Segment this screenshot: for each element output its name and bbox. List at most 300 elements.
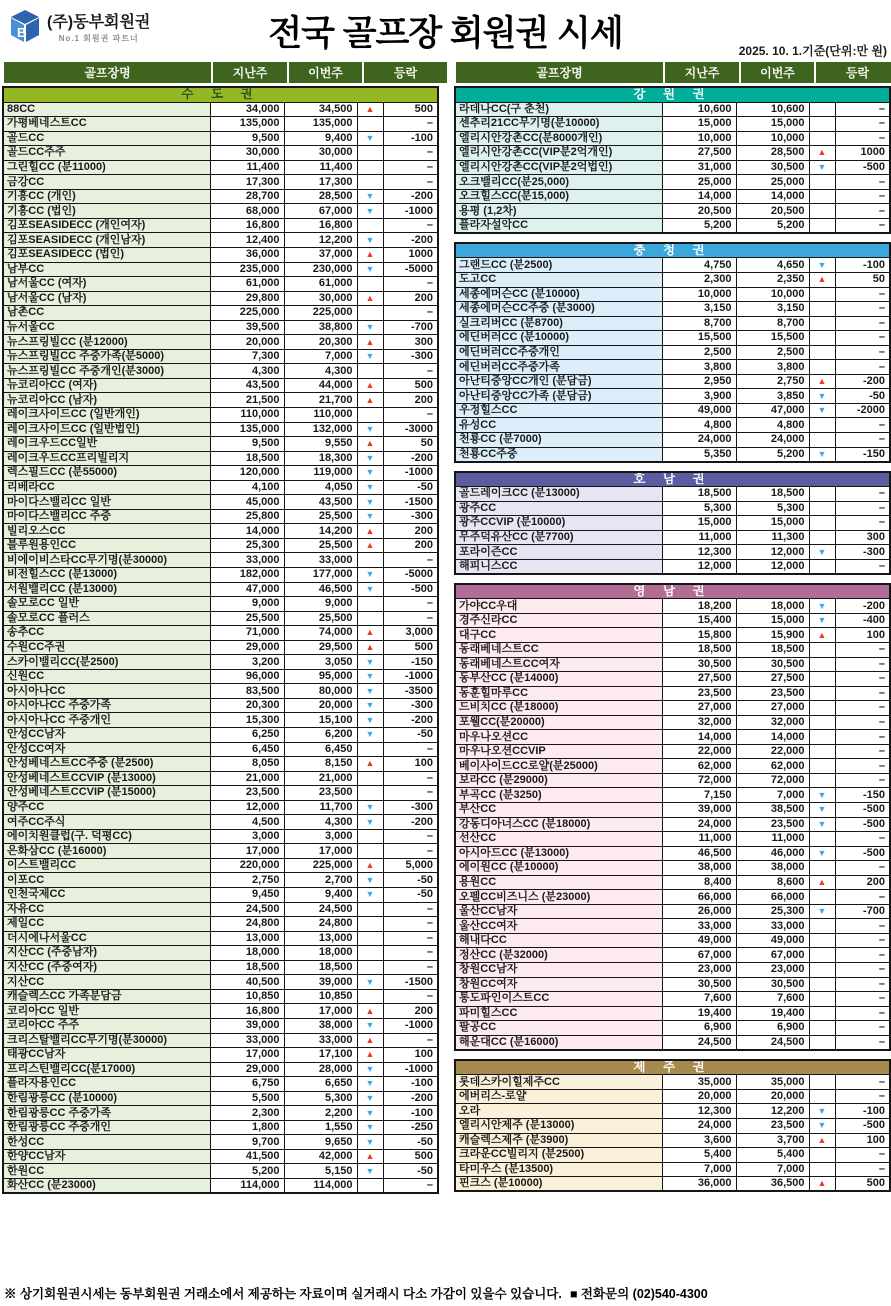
course-name-cell: 레이크우드CC일반 bbox=[3, 437, 210, 452]
change-direction-icon: ▲ bbox=[357, 858, 383, 873]
table-row bbox=[3, 742, 438, 757]
last-week-price-cell: 24,800 bbox=[210, 917, 284, 932]
table-row bbox=[455, 803, 890, 818]
last-week-price-cell: 11,400 bbox=[210, 160, 284, 175]
course-name-cell: 뉴스프링빌CC 주중가족(분5000) bbox=[3, 349, 210, 364]
this-week-price-cell: 23,500 bbox=[284, 786, 357, 801]
change-direction-icon: ▼ bbox=[809, 258, 835, 273]
course-name-cell: 에이치원클럽(구. 덕평CC) bbox=[3, 829, 210, 844]
this-week-price-cell: 30,000 bbox=[284, 146, 357, 161]
section-table-yeongnam bbox=[454, 583, 891, 1051]
table-row bbox=[455, 759, 890, 774]
course-name-cell: 더시에나서울CC bbox=[3, 931, 210, 946]
last-week-price-cell: 23,000 bbox=[662, 963, 736, 978]
table-row bbox=[3, 640, 438, 655]
last-week-price-cell: 10,600 bbox=[662, 102, 736, 117]
last-week-price-cell: 27,500 bbox=[662, 146, 736, 161]
last-week-price-cell: 7,000 bbox=[662, 1162, 736, 1177]
table-row bbox=[3, 1033, 438, 1048]
this-week-price-cell: 21,000 bbox=[284, 771, 357, 786]
table-row bbox=[3, 393, 438, 408]
table-row bbox=[3, 917, 438, 932]
course-name-cell: 엘리시안강촌CC(VIP분2억법인) bbox=[455, 160, 662, 175]
course-name-cell: 에딘버러CC주중개인 bbox=[455, 345, 662, 360]
course-name-cell: 타미우스 (분13500) bbox=[455, 1162, 662, 1177]
last-week-price-cell: 26,000 bbox=[662, 904, 736, 919]
course-name-cell: 안성CC남자 bbox=[3, 728, 210, 743]
change-direction-icon: ▼ bbox=[357, 1106, 383, 1121]
this-week-price-cell: 30,500 bbox=[736, 657, 809, 672]
last-week-price-cell: 46,500 bbox=[662, 846, 736, 861]
change-direction-cell bbox=[357, 844, 383, 859]
change-amount-cell: – bbox=[835, 759, 890, 774]
change-amount-cell: -200 bbox=[835, 374, 890, 389]
change-direction-icon: ▼ bbox=[357, 495, 383, 510]
table-row bbox=[3, 597, 438, 612]
course-name-cell: 동래베네스트CC bbox=[455, 643, 662, 658]
last-week-price-cell: 33,000 bbox=[662, 919, 736, 934]
last-week-price-cell: 9,000 bbox=[210, 597, 284, 612]
course-name-cell: 에이원CC (분10000) bbox=[455, 861, 662, 876]
this-week-price-cell: 20,000 bbox=[284, 698, 357, 713]
this-week-price-cell: 2,700 bbox=[284, 873, 357, 888]
last-week-price-cell: 120,000 bbox=[210, 466, 284, 481]
this-week-price-cell: 47,000 bbox=[736, 403, 809, 418]
this-week-price-cell: 12,000 bbox=[736, 559, 809, 574]
change-direction-icon: ▼ bbox=[357, 131, 383, 146]
table-row bbox=[455, 948, 890, 963]
table-row bbox=[455, 389, 890, 404]
table-row bbox=[455, 117, 890, 132]
change-direction-icon: ▲ bbox=[809, 1177, 835, 1192]
this-week-price-cell: 44,000 bbox=[284, 378, 357, 393]
course-name-cell: 크라운CC빌리지 (분2500) bbox=[455, 1148, 662, 1163]
table-row bbox=[455, 744, 890, 759]
table-row bbox=[3, 1018, 438, 1033]
change-amount-cell: – bbox=[835, 672, 890, 687]
last-week-price-cell: 36,000 bbox=[662, 1177, 736, 1192]
change-amount-cell: -5000 bbox=[383, 568, 438, 583]
last-week-price-cell: 21,000 bbox=[210, 771, 284, 786]
change-direction-icon: ▲ bbox=[809, 628, 835, 643]
table-row bbox=[455, 345, 890, 360]
change-amount-cell: -200 bbox=[383, 451, 438, 466]
course-name-cell: 이포CC bbox=[3, 873, 210, 888]
column-header-lastweek: 지난주 bbox=[213, 62, 287, 83]
table-row bbox=[3, 1077, 438, 1092]
last-week-price-cell: 10,000 bbox=[662, 131, 736, 146]
course-name-cell: 기흥CC (법인) bbox=[3, 204, 210, 219]
table-row bbox=[3, 509, 438, 524]
last-week-price-cell: 15,500 bbox=[662, 331, 736, 346]
table-row bbox=[3, 1164, 438, 1179]
company-name: (주)동부회원권 bbox=[47, 14, 151, 31]
last-week-price-cell: 83,500 bbox=[210, 684, 284, 699]
this-week-price-cell: 62,000 bbox=[736, 759, 809, 774]
course-name-cell: 용평 (1,2차) bbox=[455, 204, 662, 219]
change-amount-cell: – bbox=[383, 742, 438, 757]
change-direction-cell bbox=[809, 487, 835, 502]
change-amount-cell: -50 bbox=[835, 389, 890, 404]
table-row bbox=[455, 102, 890, 117]
this-week-price-cell: 15,000 bbox=[736, 613, 809, 628]
table-row bbox=[3, 320, 438, 335]
table-row bbox=[455, 715, 890, 730]
this-week-price-cell: 6,650 bbox=[284, 1077, 357, 1092]
change-amount-cell: – bbox=[835, 715, 890, 730]
this-week-price-cell: 3,800 bbox=[736, 360, 809, 375]
last-week-price-cell: 182,000 bbox=[210, 568, 284, 583]
course-name-cell: 세종에머슨CC (분10000) bbox=[455, 287, 662, 302]
last-week-price-cell: 10,850 bbox=[210, 989, 284, 1004]
last-week-price-cell: 15,300 bbox=[210, 713, 284, 728]
change-amount-cell: 500 bbox=[383, 102, 438, 117]
course-name-cell: 보라CC (분29000) bbox=[455, 773, 662, 788]
change-amount-cell: – bbox=[835, 933, 890, 948]
change-direction-cell bbox=[809, 1148, 835, 1163]
change-direction-icon: ▼ bbox=[357, 800, 383, 815]
this-week-price-cell: 25,300 bbox=[736, 904, 809, 919]
table-row bbox=[455, 418, 890, 433]
table-row bbox=[3, 378, 438, 393]
this-week-price-cell: 18,500 bbox=[284, 960, 357, 975]
table-row bbox=[3, 728, 438, 743]
table-row bbox=[455, 516, 890, 531]
this-week-price-cell: 43,500 bbox=[284, 495, 357, 510]
table-row bbox=[455, 861, 890, 876]
change-amount-cell: 300 bbox=[383, 335, 438, 350]
change-amount-cell: -50 bbox=[383, 1135, 438, 1150]
change-amount-cell: -250 bbox=[383, 1120, 438, 1135]
change-direction-cell bbox=[809, 948, 835, 963]
change-amount-cell: – bbox=[383, 786, 438, 801]
this-week-price-cell: 4,300 bbox=[284, 364, 357, 379]
this-week-price-cell: 10,000 bbox=[736, 131, 809, 146]
this-week-price-cell: 9,650 bbox=[284, 1135, 357, 1150]
change-amount-cell: – bbox=[835, 432, 890, 447]
change-amount-cell: – bbox=[835, 1162, 890, 1177]
table-row bbox=[455, 1148, 890, 1163]
last-week-price-cell: 11,000 bbox=[662, 832, 736, 847]
last-week-price-cell: 72,000 bbox=[662, 773, 736, 788]
change-direction-icon: ▲ bbox=[357, 247, 383, 262]
table-row bbox=[3, 524, 438, 539]
table-row bbox=[455, 1104, 890, 1119]
table-row bbox=[3, 989, 438, 1004]
change-amount-cell: – bbox=[383, 175, 438, 190]
change-amount-cell: -500 bbox=[383, 582, 438, 597]
change-direction-cell bbox=[357, 1178, 383, 1193]
change-amount-cell: 100 bbox=[835, 628, 890, 643]
change-amount-cell: -3500 bbox=[383, 684, 438, 699]
change-direction-cell bbox=[357, 160, 383, 175]
this-week-price-cell: 3,850 bbox=[736, 389, 809, 404]
change-amount-cell: 300 bbox=[835, 530, 890, 545]
last-week-price-cell: 1,800 bbox=[210, 1120, 284, 1135]
last-week-price-cell: 22,000 bbox=[662, 744, 736, 759]
change-amount-cell: – bbox=[835, 117, 890, 132]
course-name-cell: 비에이비스타CC무기명(분30000) bbox=[3, 553, 210, 568]
table-row bbox=[455, 1162, 890, 1177]
course-name-cell: 레이크우드CC프리빌리지 bbox=[3, 451, 210, 466]
change-direction-icon: ▲ bbox=[357, 757, 383, 772]
last-week-price-cell: 9,500 bbox=[210, 437, 284, 452]
last-week-price-cell: 9,500 bbox=[210, 131, 284, 146]
change-direction-icon: ▼ bbox=[357, 582, 383, 597]
this-week-price-cell: 12,200 bbox=[736, 1104, 809, 1119]
course-name-cell: 핀크스 (분10000) bbox=[455, 1177, 662, 1192]
course-name-cell: 에딘버러CC (분10000) bbox=[455, 331, 662, 346]
this-week-price-cell: 49,000 bbox=[736, 933, 809, 948]
change-amount-cell: – bbox=[383, 218, 438, 233]
this-week-price-cell: 9,550 bbox=[284, 437, 357, 452]
change-direction-cell bbox=[809, 131, 835, 146]
table-row bbox=[455, 1133, 890, 1148]
this-week-price-cell: 19,400 bbox=[736, 1006, 809, 1021]
change-amount-cell: -50 bbox=[383, 1164, 438, 1179]
change-direction-icon: ▼ bbox=[809, 1118, 835, 1133]
table-row bbox=[455, 189, 890, 204]
table-row bbox=[455, 686, 890, 701]
course-name-cell: 동훈힐마루CC bbox=[455, 686, 662, 701]
column-header-thisweek: 이번주 bbox=[741, 62, 814, 83]
last-week-price-cell: 29,000 bbox=[210, 640, 284, 655]
this-week-price-cell: 1,550 bbox=[284, 1120, 357, 1135]
course-name-cell: 김포SEASIDECC (법인) bbox=[3, 247, 210, 262]
change-direction-icon: ▼ bbox=[809, 447, 835, 462]
change-amount-cell: 100 bbox=[835, 1133, 890, 1148]
this-week-price-cell: 177,000 bbox=[284, 568, 357, 583]
change-amount-cell: – bbox=[383, 160, 438, 175]
change-amount-cell: – bbox=[835, 992, 890, 1007]
change-amount-cell: – bbox=[383, 146, 438, 161]
table-row bbox=[455, 403, 890, 418]
change-amount-cell: – bbox=[383, 931, 438, 946]
table-row bbox=[3, 204, 438, 219]
this-week-price-cell: 18,500 bbox=[736, 643, 809, 658]
change-amount-cell: – bbox=[835, 1075, 890, 1090]
course-name-cell: 통도파인이스트CC bbox=[455, 992, 662, 1007]
course-name-cell: 세종에머슨CC주중 (분3000) bbox=[455, 302, 662, 317]
table-row bbox=[455, 730, 890, 745]
last-week-price-cell: 220,000 bbox=[210, 858, 284, 873]
last-week-price-cell: 16,800 bbox=[210, 218, 284, 233]
this-week-price-cell: 9,000 bbox=[284, 597, 357, 612]
this-week-price-cell: 32,000 bbox=[736, 715, 809, 730]
last-week-price-cell: 29,800 bbox=[210, 291, 284, 306]
change-direction-cell bbox=[809, 102, 835, 117]
table-row bbox=[455, 175, 890, 190]
last-week-price-cell: 5,200 bbox=[210, 1164, 284, 1179]
change-amount-cell: – bbox=[383, 306, 438, 321]
table-row bbox=[3, 582, 438, 597]
course-name-cell: 아난티중앙CC가족 (분담금) bbox=[455, 389, 662, 404]
this-week-price-cell: 24,500 bbox=[284, 902, 357, 917]
this-week-price-cell: 72,000 bbox=[736, 773, 809, 788]
course-name-cell: 캐슬렉스CC 가족분담금 bbox=[3, 989, 210, 1004]
last-week-price-cell: 49,000 bbox=[662, 933, 736, 948]
this-week-price-cell: 80,000 bbox=[284, 684, 357, 699]
section-band-row bbox=[455, 1060, 890, 1075]
change-amount-cell: 50 bbox=[383, 437, 438, 452]
table-row bbox=[455, 701, 890, 716]
table-row bbox=[455, 1177, 890, 1192]
change-amount-cell: -200 bbox=[383, 189, 438, 204]
change-amount-cell: – bbox=[383, 597, 438, 612]
table-row bbox=[3, 233, 438, 248]
course-name-cell: 부산CC bbox=[455, 803, 662, 818]
course-name-cell: 스카이밸리CC(분2500) bbox=[3, 655, 210, 670]
this-week-price-cell: 5,300 bbox=[284, 1091, 357, 1106]
change-direction-icon: ▼ bbox=[357, 655, 383, 670]
change-direction-cell bbox=[809, 890, 835, 905]
course-name-cell: 솔모로CC 일반 bbox=[3, 597, 210, 612]
last-week-price-cell: 40,500 bbox=[210, 975, 284, 990]
section-band-row bbox=[455, 243, 890, 258]
table-row bbox=[455, 657, 890, 672]
change-direction-icon: ▼ bbox=[357, 204, 383, 219]
change-amount-cell: -5000 bbox=[383, 262, 438, 277]
column-header-thisweek: 이번주 bbox=[289, 62, 362, 83]
last-week-price-cell: 45,000 bbox=[210, 495, 284, 510]
last-week-price-cell: 10,000 bbox=[662, 287, 736, 302]
section-table-chungcheong bbox=[454, 242, 891, 463]
table-row bbox=[455, 875, 890, 890]
change-amount-cell: -1000 bbox=[383, 669, 438, 684]
table-row bbox=[455, 992, 890, 1007]
change-amount-cell: -100 bbox=[835, 1104, 890, 1119]
course-name-cell: 엘리시안강촌CC(VIP분2억개인) bbox=[455, 146, 662, 161]
table-row bbox=[3, 437, 438, 452]
last-week-price-cell: 25,300 bbox=[210, 538, 284, 553]
course-name-cell: 가평베네스트CC bbox=[3, 117, 210, 132]
last-week-price-cell: 110,000 bbox=[210, 407, 284, 422]
change-direction-icon: ▼ bbox=[357, 888, 383, 903]
change-amount-cell: -1500 bbox=[383, 495, 438, 510]
course-name-cell: 한림광릉CC (분10000) bbox=[3, 1091, 210, 1106]
change-direction-cell bbox=[357, 946, 383, 961]
this-week-price-cell: 22,000 bbox=[736, 744, 809, 759]
table-row bbox=[455, 1035, 890, 1050]
last-week-price-cell: 16,800 bbox=[210, 1004, 284, 1019]
this-week-price-cell: 8,600 bbox=[736, 875, 809, 890]
table-row bbox=[455, 1006, 890, 1021]
last-week-price-cell: 25,000 bbox=[662, 175, 736, 190]
change-direction-icon: ▲ bbox=[809, 875, 835, 890]
change-direction-cell bbox=[809, 287, 835, 302]
change-direction-cell bbox=[809, 1021, 835, 1036]
course-name-cell: 크리스탈밸리CC무기명(분30000) bbox=[3, 1033, 210, 1048]
this-week-price-cell: 12,200 bbox=[284, 233, 357, 248]
change-direction-cell bbox=[357, 829, 383, 844]
this-week-price-cell: 33,000 bbox=[736, 919, 809, 934]
table-row bbox=[455, 374, 890, 389]
course-name-cell: 빌리오스CC bbox=[3, 524, 210, 539]
table-row bbox=[3, 349, 438, 364]
this-week-price-cell: 15,100 bbox=[284, 713, 357, 728]
course-name-cell: 신원CC bbox=[3, 669, 210, 684]
last-week-price-cell: 15,400 bbox=[662, 613, 736, 628]
course-name-cell: 뉴코리아CC (남자) bbox=[3, 393, 210, 408]
change-direction-cell bbox=[357, 117, 383, 132]
table-row bbox=[3, 407, 438, 422]
this-week-price-cell: 10,600 bbox=[736, 102, 809, 117]
table-row bbox=[455, 1089, 890, 1104]
this-week-price-cell: 42,000 bbox=[284, 1149, 357, 1164]
change-direction-icon: ▼ bbox=[809, 403, 835, 418]
change-amount-cell: -300 bbox=[383, 698, 438, 713]
last-week-price-cell: 43,500 bbox=[210, 378, 284, 393]
change-amount-cell: 200 bbox=[383, 524, 438, 539]
course-name-cell: 오크힐스CC(분15,000) bbox=[455, 189, 662, 204]
change-direction-icon: ▼ bbox=[357, 873, 383, 888]
course-name-cell: 안성베네스트CCVIP (분13000) bbox=[3, 771, 210, 786]
change-direction-cell bbox=[357, 771, 383, 786]
change-amount-cell: – bbox=[835, 360, 890, 375]
this-week-price-cell: 18,300 bbox=[284, 451, 357, 466]
course-name-cell: 송추CC bbox=[3, 626, 210, 641]
course-name-cell: 해운대CC (분16000) bbox=[455, 1035, 662, 1050]
this-week-price-cell: 25,500 bbox=[284, 509, 357, 524]
section-band-sudogwon: 수 도 권 bbox=[3, 87, 438, 102]
this-week-price-cell: 38,000 bbox=[284, 1018, 357, 1033]
table-row bbox=[455, 559, 890, 574]
course-name-cell: 드비치CC (분18000) bbox=[455, 701, 662, 716]
change-amount-cell: – bbox=[835, 302, 890, 317]
section-band-row bbox=[455, 472, 890, 487]
table-row bbox=[3, 160, 438, 175]
this-week-price-cell: 2,500 bbox=[736, 345, 809, 360]
change-direction-icon: ▼ bbox=[357, 815, 383, 830]
course-name-cell: 센추리21CC무기명(분10000) bbox=[455, 117, 662, 132]
this-week-price-cell: 7,000 bbox=[736, 1162, 809, 1177]
last-week-price-cell: 39,500 bbox=[210, 320, 284, 335]
change-amount-cell: – bbox=[383, 844, 438, 859]
last-week-price-cell: 23,500 bbox=[210, 786, 284, 801]
change-direction-cell bbox=[809, 1089, 835, 1104]
this-week-price-cell: 17,300 bbox=[284, 175, 357, 190]
change-amount-cell: – bbox=[383, 553, 438, 568]
change-amount-cell: – bbox=[835, 331, 890, 346]
course-name-cell: 뉴스프링빌CC 주중개인(분3000) bbox=[3, 364, 210, 379]
last-week-price-cell: 31,000 bbox=[662, 160, 736, 175]
this-week-price-cell: 29,500 bbox=[284, 640, 357, 655]
this-week-price-cell: 28,500 bbox=[736, 146, 809, 161]
course-name-cell: 리베라CC bbox=[3, 480, 210, 495]
table-row bbox=[3, 1106, 438, 1121]
course-name-cell: 뉴스프링빌CC (분12000) bbox=[3, 335, 210, 350]
course-name-cell: 엘리시안강촌CC(분8000개인) bbox=[455, 131, 662, 146]
change-direction-cell bbox=[809, 360, 835, 375]
disclaimer-text: ※ 상기회원권시세는 동부회원권 거래소에서 제공하는 자료이며 실거래시 다소 가감이 있을수 있습니다. bbox=[4, 1287, 562, 1301]
change-amount-cell: -50 bbox=[383, 480, 438, 495]
section-band-yeongnam: 영 남 권 bbox=[455, 584, 890, 599]
change-direction-cell bbox=[809, 432, 835, 447]
course-name-cell: 천룡CC주중 bbox=[455, 447, 662, 462]
last-week-price-cell: 3,900 bbox=[662, 389, 736, 404]
change-direction-cell bbox=[809, 773, 835, 788]
change-amount-cell: – bbox=[383, 960, 438, 975]
last-week-price-cell: 24,000 bbox=[662, 1118, 736, 1133]
change-direction-cell bbox=[357, 931, 383, 946]
table-row bbox=[455, 963, 890, 978]
last-week-price-cell: 39,000 bbox=[210, 1018, 284, 1033]
change-amount-cell: – bbox=[383, 902, 438, 917]
course-name-cell: 안성베네스트CCVIP (분15000) bbox=[3, 786, 210, 801]
this-week-price-cell: 23,000 bbox=[736, 963, 809, 978]
change-direction-icon: ▼ bbox=[357, 349, 383, 364]
table-row bbox=[3, 800, 438, 815]
